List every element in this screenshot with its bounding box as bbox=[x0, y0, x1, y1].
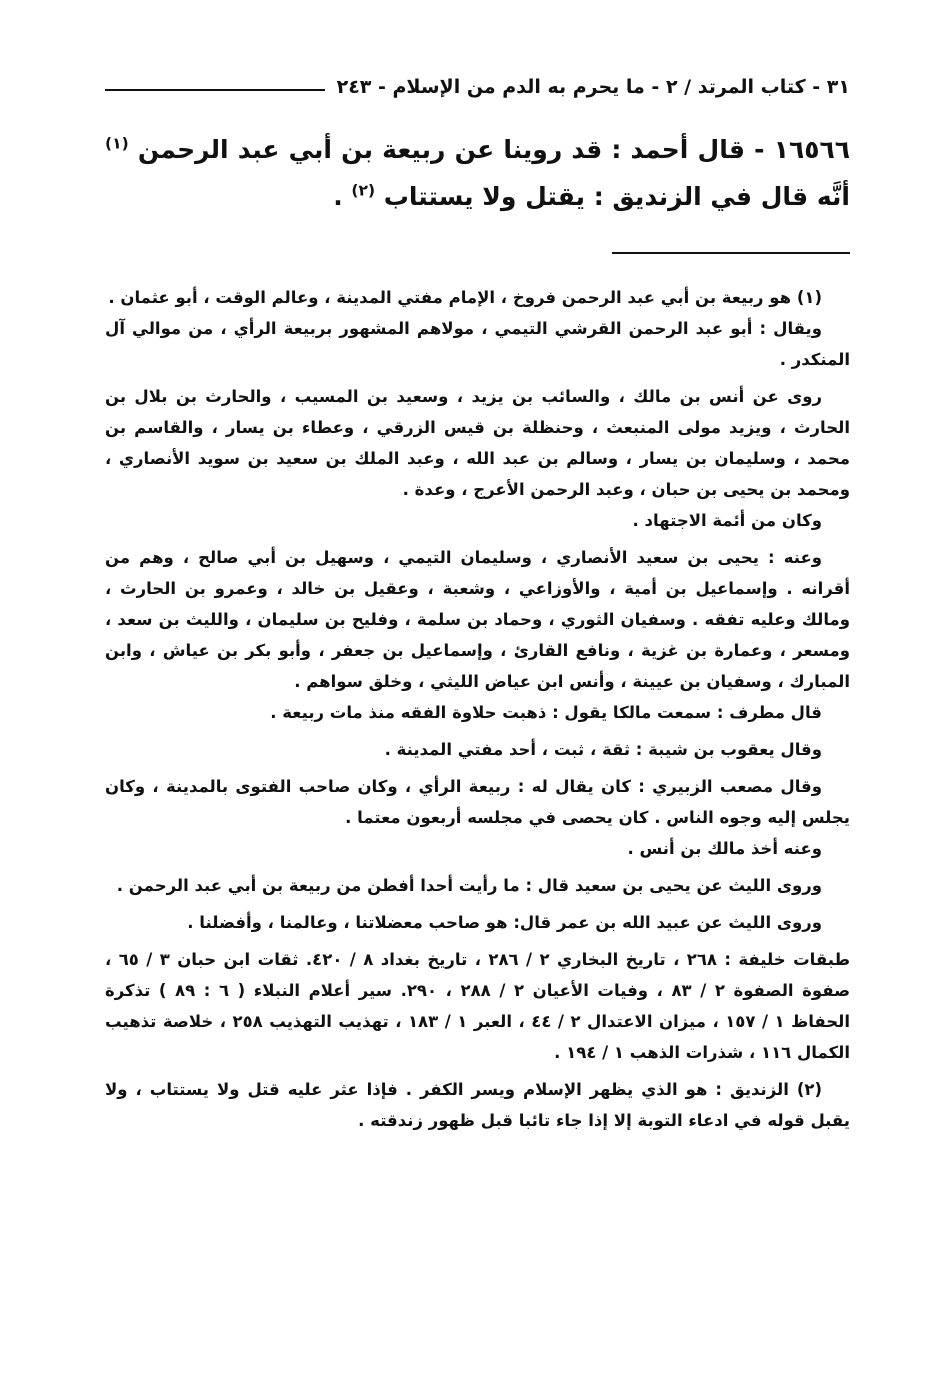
header-rule bbox=[105, 89, 325, 91]
hadith-text-part-1: ١٦٥٦٦ - قال أحمد : قد روينا عن ربيعة بن أبي عبد الرحمن bbox=[137, 135, 850, 164]
footnote-1-line: ويقال : أبو عبد الرحمن القرشي التيمي ، مولاهم المشهور بربيعة الرأي ، من موالي آل المنكدر . bbox=[105, 319, 850, 369]
footnote-2: (٢) الزنديق : هو الذي يظهر الإسلام ويسر الكفر . فإذا عثر عليه قتل ولا يستتاب ، ولا يقبل قوله في ادعاء التوبة إلا إذا جاء تائبا قبل ظهور زندقته . bbox=[105, 1080, 850, 1130]
hadith-text-part-2: أنَّه قال في الزنديق : يقتل ولا يستتاب bbox=[383, 182, 850, 211]
footnote-1-paragraph: روى عن أنس بن مالك ، والسائب بن يزيد ، وسعيد بن المسيب ، والحارث بن بلال بن الحارث ، ويزيد مولى المنبعث ، وحنظلة بن قيس الزرقي ، وعطاء بن يسار ، والقاسم بن محمد ، وسليمان بن يسار ، وسالم بن عبد الله ، وعبد الملك بن سعيد بن سويد الأنصاري ، ومحمد بن يحيى بن حبان ، وعبد الرحمن الأعرج ، وعدة . bbox=[105, 387, 850, 499]
footnote-1-line: قال مطرف : سمعت مالكا يقول : ذهبت حلاوة الفقه منذ مات ربيعة . bbox=[270, 703, 822, 722]
footnote-1-paragraph: وعنه : يحيى بن سعيد الأنصاري ، وسليمان التيمي ، وسهيل بن أبي صالح ، وهم من أقرانه . وإسماعيل بن أمية ، والأوزاعي ، وشعبة ، وعقيل بن خالد ، وعمرو بن الحارث ، ومالك وعليه تفقه . وسفيان الثوري ، وحماد بن سلمة ، وفليح بن سليمان ، والليث بن سعد ، ومسعر ، وعمارة بن غزية ، ونافع القارئ ، وإسماعيل بن جعفر ، وأبو بكر بن عياش ، وابن المبارك ، وسفيان بن عيينة ، وأنس ابن عياض الليثي ، وخلق سواهم . bbox=[105, 548, 850, 691]
footnote-1-line: وقال يعقوب بن شيبة : ثقة ، ثبت ، أحد مفتي المدينة . bbox=[384, 740, 822, 759]
footnote-separator bbox=[612, 252, 850, 254]
hadith-text bbox=[105, 126, 850, 220]
footnote-1-line: (١) هو ربيعة بن أبي عبد الرحمن فروخ ، الإمام مفتي المدينة ، وعالم الوقت ، أبو عثمان . bbox=[108, 288, 822, 307]
footnote-marker-2: (٢) bbox=[351, 181, 376, 200]
page-header bbox=[105, 72, 850, 102]
footnote-1-line: وعنه أخذ مالك بن أنس . bbox=[627, 839, 822, 858]
hadith-text-end: . bbox=[333, 182, 343, 211]
footnote-1-references: طبقات خليفة : ٢٦٨ ، تاريخ البخاري ٢ / ٢٨٦ ، تاريخ بغداد ٨ / ٤٢٠. ثقات ابن حبان ٣ / ٦٥ ، صفوة الصفوة ٢ / ٨٣ ، وفيات الأعيان ٢ / ٢٨٨ ، ٢٩٠. سير أعلام النبلاء ( ٦ : ٨٩ ) تذكرة الحفاظ ١ / ١٥٧ ، ميزان الاعتدال ٢ / ٤٤ ، العبر ١ / ١٨٣ ، تهذيب التهذيب ٢٥٨ ، خلاصة تذهيب الكمال ١١٦ ، شذرات الذهب ١ / ١٩٤ . bbox=[105, 950, 851, 1062]
footnote-1-line: وروى الليث عن يحيى بن سعيد قال : ما رأيت أحدا أفطن من ربيعة بن أبي عبد الرحمن . bbox=[116, 876, 822, 895]
footnotes bbox=[105, 282, 850, 1136]
footnote-1-line: وكان من أئمة الاجتهاد . bbox=[632, 511, 822, 530]
footnote-1-line: وروى الليث عن عبيد الله بن عمر قال: هو صاحب معضلاتنا ، وعالمنا ، وأفضلنا . bbox=[187, 913, 822, 932]
running-head: ٣١ - كتاب المرتد / ٢ - ما يحرم به الدم من الإسلام - ٢٤٣ bbox=[336, 76, 850, 98]
footnote-1-paragraph: وقال مصعب الزبيري : كان يقال له : ربيعة الرأي ، وكان صاحب الفتوى بالمدينة ، وكان يجلس إليه وجوه الناس . كان يحصى في مجلسه أربعون معتما . bbox=[105, 777, 850, 827]
footnote-marker-1: (١) bbox=[105, 134, 129, 153]
